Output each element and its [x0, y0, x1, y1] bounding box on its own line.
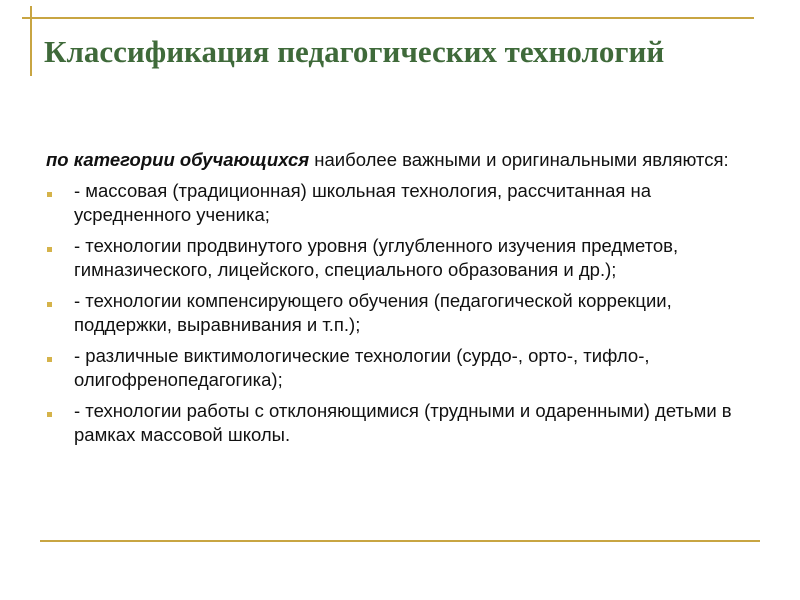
intro-emphasis: по категории обучающихся [46, 149, 310, 170]
list-item [46, 344, 746, 392]
square-bullet-icon [47, 192, 52, 197]
list-item [46, 179, 746, 227]
list-item-text: - технологии продвинутого уровня (углубленного изучения предметов, гимназического, лицейского, специального образования и др.); [74, 235, 679, 280]
list-item [46, 399, 746, 447]
slide-body [46, 148, 746, 454]
top-vertical-rule [30, 6, 32, 76]
square-bullet-icon [47, 412, 52, 417]
bullet-list [46, 179, 746, 447]
list-item [46, 289, 746, 337]
intro-paragraph [46, 148, 746, 172]
slide-title: Классификация педагогических технологий [44, 34, 665, 69]
list-item-text: - технологии работы с отклоняющимися (трудными и одаренными) детьми в рамках массовой школы. [74, 400, 732, 445]
list-item [46, 234, 746, 282]
list-item-text: - массовая (традиционная) школьная технология, рассчитанная на усредненного ученика; [74, 180, 652, 225]
list-item-text: - технологии компенсирующего обучения (педагогической коррекции, поддержки, выравнивания и т.п.); [74, 290, 672, 335]
intro-text: наиболее важными и оригинальными являются: [309, 149, 729, 170]
square-bullet-icon [47, 247, 52, 252]
list-item-text: - различные виктимологические технологии (сурдо-, орто-, тифло-, олигофренопедагогика); [74, 345, 650, 390]
top-horizontal-rule [22, 17, 754, 19]
square-bullet-icon [47, 357, 52, 362]
square-bullet-icon [47, 302, 52, 307]
bottom-rule [40, 540, 760, 542]
